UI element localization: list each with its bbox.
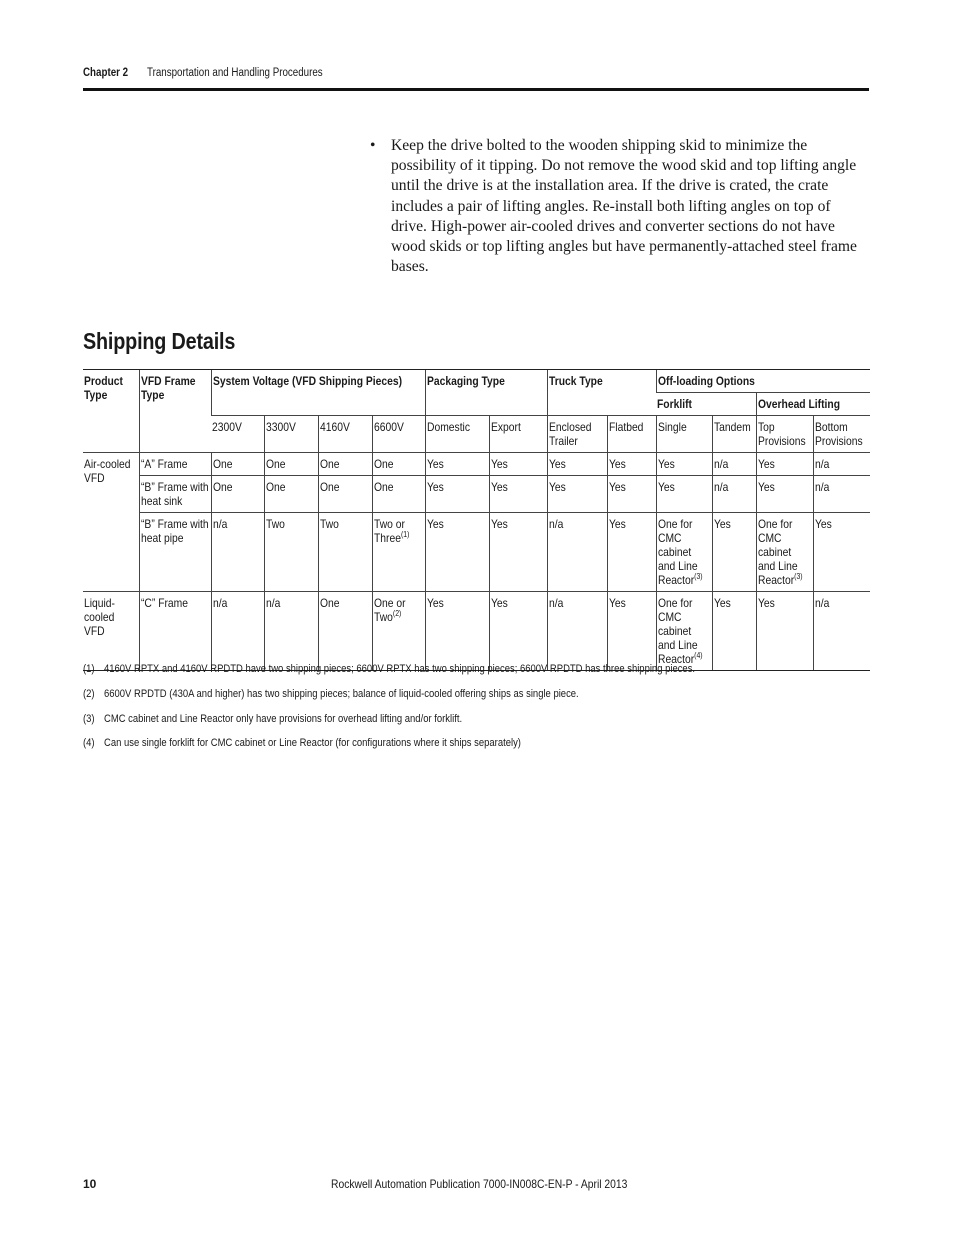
cell-domestic: Yes [425,476,489,513]
header-row-1 [83,370,870,393]
col-header-truck-type: Truck Type [547,370,656,416]
col-header-2300v: 2300V [211,416,264,453]
table-row [83,476,870,513]
cell-product: Liquid-cooled VFD [83,592,139,671]
cell-flatbed: Yes [607,453,656,476]
col-header-system-voltage: System Voltage (VFD Shipping Pieces) [211,370,425,416]
cell-domestic: Yes [425,453,489,476]
table-row [83,513,870,592]
cell-single: One for CMC cabinet and Line Reactor$^{(3)}$ [656,513,712,592]
cell-6600v: One [372,453,425,476]
cell-flatbed: Yes [607,513,656,592]
cell-top: Yes [756,476,813,513]
cell-enclosed: n/a [547,592,607,671]
col-header-top-provisions: Top Provisions [756,416,813,453]
col-header-export: Export [489,416,547,453]
col-header-tandem: Tandem [712,416,756,453]
col-header-product-type: Product Type [83,370,139,453]
cell-2300v: n/a [211,592,264,671]
cell-frame: “B” Frame with heat sink [139,476,211,513]
cell-top: One for CMC cabinet and Line Reactor$^{(3)}$ [756,513,813,592]
cell-2300v: n/a [211,513,264,592]
cell-3300v: One [264,453,318,476]
cell-4160v: One [318,476,372,513]
col-header-bottom-provisions: Bottom Provisions [813,416,870,453]
cell-export: Yes [489,453,547,476]
cell-export: Yes [489,476,547,513]
cell-tandem: n/a [712,476,756,513]
cell-3300v: n/a [264,592,318,671]
col-header-vfd-frame-type: VFD Frame Type [139,370,211,453]
cell-bottom: n/a [813,592,870,671]
col-header-overhead-lifting: Overhead Lifting [756,393,870,416]
col-header-enclosed-trailer: Enclosed Trailer [547,416,607,453]
col-header-offloading-options: Off-loading Options [656,370,870,393]
col-header-single: Single [656,416,712,453]
cell-domestic: Yes [425,513,489,592]
col-header-forklift: Forklift [656,393,756,416]
cell-single: One for CMC cabinet and Line Reactor$^{(4)}$ [656,592,712,671]
cell-enclosed: Yes [547,476,607,513]
cell-enclosed: Yes [547,453,607,476]
cell-3300v: One [264,476,318,513]
cell-4160v: Two [318,513,372,592]
cell-6600v: One or Two$^{(2)}$ [372,592,425,671]
publication-info: Rockwell Automation Publication 7000-IN008C-EN-P - April 2013 [331,1177,628,1191]
col-header-4160v: 4160V [318,416,372,453]
cell-top: Yes [756,453,813,476]
col-header-flatbed: Flatbed [607,416,656,453]
cell-export: Yes [489,592,547,671]
cell-2300v: One [211,453,264,476]
bullet-icon: • [370,137,376,154]
col-header-packaging-type: Packaging Type [425,370,547,416]
cell-6600v: Two or Three$^{(1)}$ [372,513,425,592]
cell-tandem: Yes [712,592,756,671]
col-header-domestic: Domestic [425,416,489,453]
page-number: 10 [83,1177,97,1191]
cell-single: Yes [656,453,712,476]
table-row [83,592,870,671]
cell-2300v: One [211,476,264,513]
cell-export: Yes [489,513,547,592]
cell-frame: “B” Frame with heat pipe [139,513,211,592]
cell-flatbed: Yes [607,592,656,671]
header-rule [83,88,869,91]
shipping-details-table [83,369,870,671]
cell-product: Air-cooled VFD [83,453,139,592]
cell-flatbed: Yes [607,476,656,513]
cell-enclosed: n/a [547,513,607,592]
chapter-label: Chapter 2 [83,67,129,79]
cell-bottom: n/a [813,453,870,476]
col-header-6600v: 6600V [372,416,425,453]
col-header-3300v: 3300V [264,416,318,453]
cell-tandem: n/a [712,453,756,476]
cell-top: Yes [756,592,813,671]
cell-frame: “C” Frame [139,592,211,671]
cell-bottom: Yes [813,513,870,592]
cell-single: Yes [656,476,712,513]
section-title: Shipping Details [83,328,236,354]
cell-6600v: One [372,476,425,513]
chapter-title: Transportation and Handling Procedures [147,67,323,79]
cell-domestic: Yes [425,592,489,671]
cell-4160v: One [318,592,372,671]
cell-frame: “A” Frame [139,453,211,476]
cell-4160v: One [318,453,372,476]
cell-tandem: Yes [712,513,756,592]
bullet-text: Keep the drive bolted to the wooden shipping skid to minimize the possibility of it tipping. Do not remove the wood skid and top lifting angle until the drive is at the installation area. If the drive is crated, the crate includes a pair of lifting angles. Re-install both lifting angles on top of drive. High-power air-cooled drives and converter sections do not have wood skids or top lifting angles but have permanently-attached steel frame bases. [391,137,857,276]
cell-3300v: Two [264,513,318,592]
cell-bottom: n/a [813,476,870,513]
table-row [83,453,870,476]
